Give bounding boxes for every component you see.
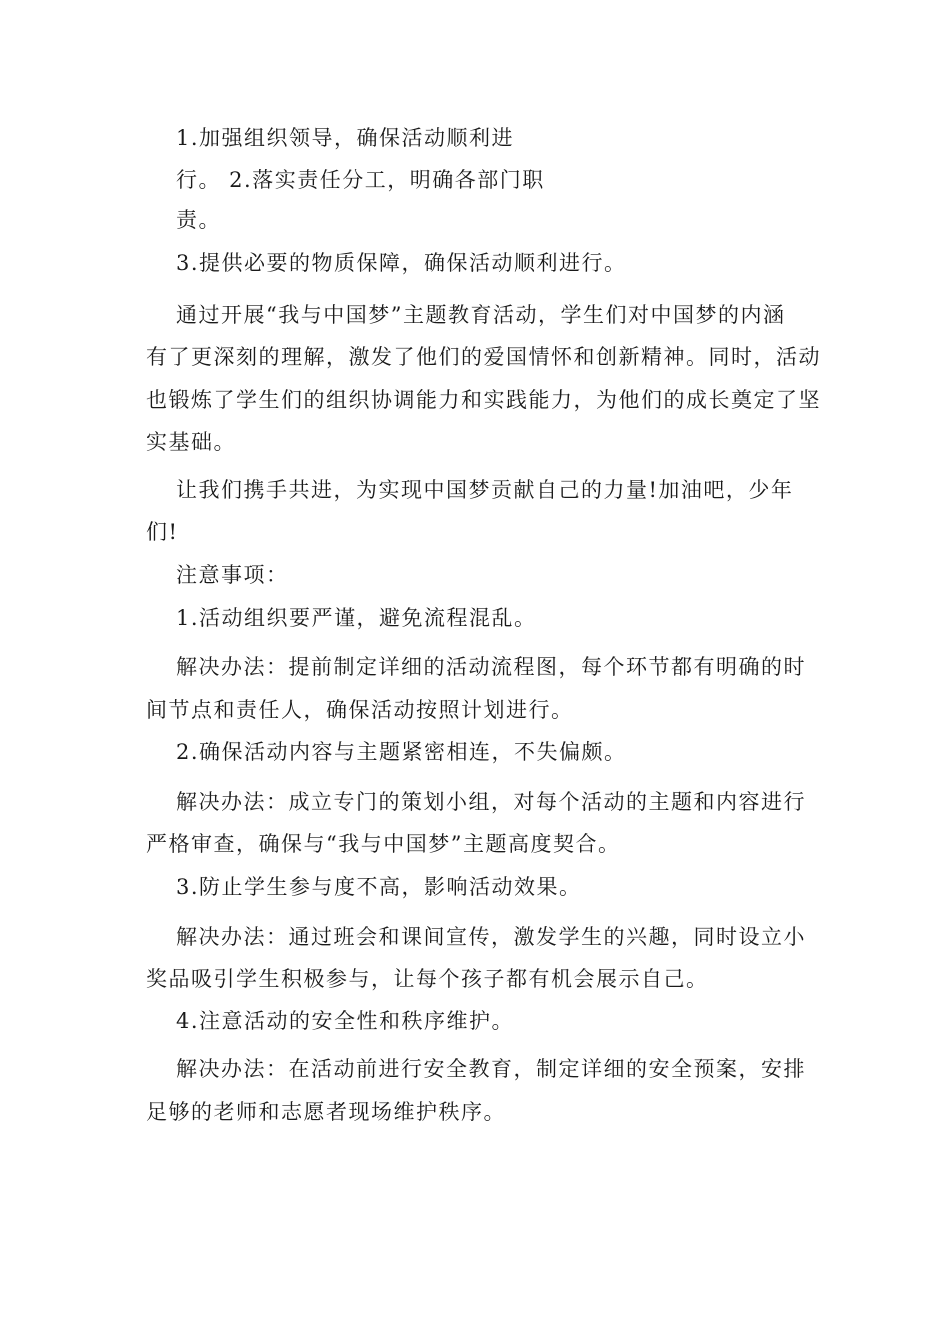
text-line: 4.注意活动的安全性和秩序维护。 bbox=[176, 1009, 515, 1033]
text-line: 有了更深刻的理解，激发了他们的爱国情怀和创新精神。同时，活动 bbox=[146, 345, 821, 369]
section-heading: 注意事项： bbox=[176, 563, 289, 587]
text-line: 也锻炼了学生们的组织协调能力和实践能力，为他们的成长奠定了坚 bbox=[146, 388, 821, 412]
text-line: 严格审查，确保与“我与中国梦”主题高度契合。 bbox=[146, 832, 621, 856]
text-line: 解决办法：在活动前进行安全教育，制定详细的安全预案，安排 bbox=[176, 1057, 806, 1081]
text-line: 奖品吸引学生积极参与，让每个孩子都有机会展示自己。 bbox=[146, 967, 709, 991]
text-line: 解决办法：提前制定详细的活动流程图，每个环节都有明确的时 bbox=[176, 655, 806, 679]
text-line: 间节点和责任人，确保活动按照计划进行。 bbox=[146, 698, 574, 722]
text-line: 1.加强组织领导，确保活动顺利进 bbox=[176, 126, 515, 150]
text-line: 实基础。 bbox=[146, 430, 236, 454]
text-line: 责。 bbox=[176, 208, 221, 232]
text-line: 们! bbox=[146, 520, 179, 544]
text-line: 1.活动组织要严谨，避免流程混乱。 bbox=[176, 606, 537, 630]
text-line: 3.提供必要的物质保障，确保活动顺利进行。 bbox=[176, 251, 627, 275]
text-line: 行。 2.落实责任分工，明确各部门职 bbox=[176, 168, 545, 192]
text-line: 通过开展“我与中国梦”主题教育活动，学生们对中国梦的内涵 bbox=[176, 303, 786, 327]
text-line: 3.防止学生参与度不高，影响活动效果。 bbox=[176, 875, 582, 899]
text-line: 解决办法：成立专门的策划小组，对每个活动的主题和内容进行 bbox=[176, 790, 806, 814]
text-line: 足够的老师和志愿者现场维护秩序。 bbox=[146, 1100, 506, 1124]
text-line: 2.确保活动内容与主题紧密相连，不失偏颇。 bbox=[176, 740, 627, 764]
text-line: 让我们携手共进，为实现中国梦贡献自己的力量!加油吧，少年 bbox=[176, 478, 794, 502]
text-line: 解决办法：通过班会和课间宣传，激发学生的兴趣，同时设立小 bbox=[176, 925, 806, 949]
